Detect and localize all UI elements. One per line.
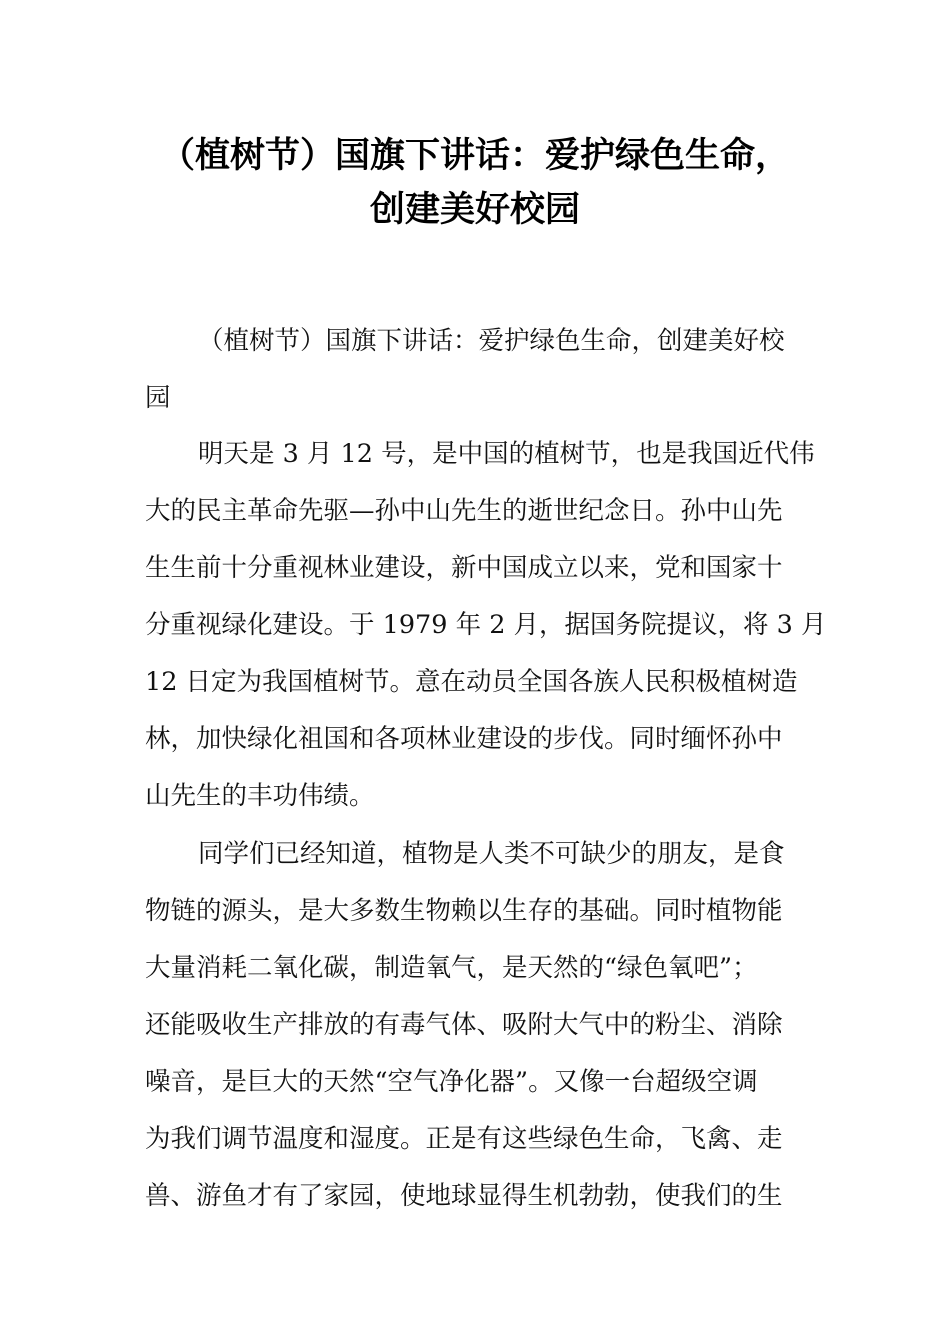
paragraph-3-line-1: 同学们已经知道，植物是人类不可缺少的朋友，是食 — [198, 839, 785, 869]
paragraph-1-line-1: （植树节）国旗下讲话：爱护绿色生命，创建美好校 — [198, 326, 785, 356]
paragraph-3-line-2: 物链的源头，是大多数生物赖以生存的基础。同时植物能 — [145, 896, 783, 926]
paragraph-2-line-2: 大的民主革命先驱—孙中山先生的逝世纪念日。孙中山先 — [145, 496, 783, 526]
paragraph-2-line-4: 分重视绿化建设。于 1979 年 2 月，据国务院提议，将 3 月 — [145, 610, 827, 640]
paragraph-3-line-7: 兽、游鱼才有了家园，使地球显得生机勃勃，使我们的生 — [145, 1181, 783, 1211]
paragraph-2-line-1: 明天是 3 月 12 号，是中国的植树节，也是我国近代伟 — [198, 439, 815, 469]
paragraph-3-line-4: 还能吸收生产排放的有毒气体、吸附大气中的粉尘、消除 — [145, 1010, 783, 1040]
paragraph-1-line-2: 园 — [145, 383, 171, 413]
paragraph-3-line-3: 大量消耗二氧化碳，制造氧气，是天然的“绿色氧吧”； — [145, 953, 758, 983]
paragraph-2-line-3: 生生前十分重视林业建设，新中国成立以来，党和国家十 — [145, 553, 783, 583]
paragraph-2-line-7: 山先生的丰功伟绩。 — [145, 781, 375, 811]
paragraph-2-line-6: 林，加快绿化祖国和各项林业建设的步伐。同时缅怀孙中 — [145, 724, 783, 754]
paragraph-2-line-5: 12 日定为我国植树节。意在动员全国各族人民积极植树造 — [145, 667, 798, 697]
document-title-line-1: （植树节）国旗下讲话：爱护绿色生命， — [159, 136, 790, 176]
paragraph-3-line-6: 为我们调节温度和湿度。正是有这些绿色生命，飞禽、走 — [145, 1124, 783, 1154]
document-title-line-2: 创建美好校园 — [369, 190, 580, 230]
paragraph-3-line-5: 噪音，是巨大的天然“空气净化器”。又像一台超级空调 — [145, 1067, 758, 1097]
